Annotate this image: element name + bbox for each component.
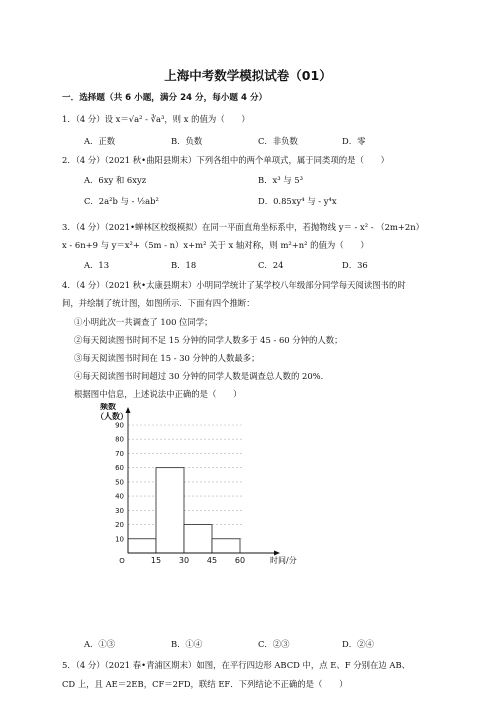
q4-statement-3: ③每天阅读图书时间在 15 - 30 分钟的人数最多； [74,353,260,363]
question-5-line-2: CD 上，且 AE＝2EB，CF＝2FD，联结 EF．下列结论不正确的是（ ） [62,679,348,689]
q1-option-a[interactable]: A．正数 [84,136,116,146]
y-tick-label: 50 [115,478,124,487]
q1-expression: x＝√a² - ∛a³ [115,114,165,124]
q3-option-a[interactable]: A．13 [84,260,110,270]
q2-option-a[interactable]: A．6xy 和 6xyz [84,175,147,185]
y-tick-label: 20 [115,521,124,530]
x-tick-label: 30 [178,556,190,565]
question-3-line-2: x - 6n+9 与 y＝x²+（5m - n）x+m² 关于 x 轴对称，则 m²+n² 的值为（ ） [62,240,369,250]
q1-text-b: ，则 x 的值为（ ） [164,114,250,124]
q3-option-b[interactable]: B．18 [171,260,197,270]
question-1 [62,114,250,125]
y-tick-label: 80 [115,435,124,444]
q4-option-a[interactable]: A．①③ [84,639,116,649]
q2-option-c[interactable]: C．2a²b 与 - ½ab² [84,196,159,206]
y-tick-label: 30 [115,506,124,515]
histogram-bar [184,525,212,553]
page-title: 上海中考数学模拟试卷（01） [164,68,332,83]
q1-option-d[interactable]: D．零 [342,136,366,146]
question-5-line-1: 5．（4 分）（2021 春•青浦区期末）如图，在平行四边形 ABCD 中，点 E、F 分别在边 AB、 [62,660,411,670]
y-axis-label: 频数 [100,403,116,411]
q4-statement-4: ④每天阅读图书时间超过 30 分钟的同学人数是调查总人数的 20%． [74,371,330,381]
q3-option-c[interactable]: C．24 [258,260,284,270]
section-heading: 一．选择题（共 6 小题，满分 24 分，每小题 4 分） [62,93,268,103]
q3-option-d[interactable]: D．36 [342,260,368,270]
y-tick-label: 60 [115,464,124,473]
origin-label: O [119,557,125,565]
question-3-line-1: 3．（4 分）（2021•蝉林区校级模拟）在同一平面直角坐标系中，若抛物线 y＝ - x² - （2m+2n） [62,222,424,232]
q4-option-c[interactable]: C．②③ [258,639,290,649]
q4-statement-1: ①小明此次一共调查了 100 位同学； [74,317,213,327]
q2-option-d[interactable]: D．0.85xy⁴ 与 - y⁴x [258,196,337,206]
question-4-line-2: 间，并绘制了统计图，如图所示．下面有四个推断： [62,298,255,308]
reading-time-histogram [82,403,302,608]
y-tick-label: 90 [115,421,124,430]
q4-option-b[interactable]: B．①④ [171,639,203,649]
x-tick-label: 15 [150,556,162,565]
x-axis-label: 时间/分 [270,556,297,565]
histogram-bar [212,539,240,553]
histogram-bar [128,539,156,553]
x-axis-arrow [274,551,280,556]
question-4-line-1: 4．（4 分）（2021 秋•太康县期末）小明同学统计了某学校八年级部分同学每天阅读图书的时 [62,280,406,290]
q1-option-c[interactable]: C．非负数 [258,136,298,146]
q1-text-a: 1．（4 分）设 [62,114,116,124]
x-tick-label: 60 [234,556,246,565]
q2-option-b[interactable]: B．x³ 与 5³ [258,175,303,185]
x-tick-label: 45 [206,556,218,565]
y-tick-label: 40 [115,492,124,501]
question-2: 2．（4 分）（2021 秋•曲阳县期末）下列各组中的两个单项式，属于同类项的是（ ） [62,155,389,165]
q1-option-b[interactable]: B．负数 [171,136,203,146]
y-tick-label: 10 [115,535,124,544]
histogram-bar [156,468,184,553]
q4-option-d[interactable]: D．②④ [342,639,374,649]
q4-question-ask: 根据图中信息，上述说法中正确的是（ ） [74,389,242,399]
y-tick-label: 70 [115,449,124,458]
q4-statement-2: ②每天阅读图书时间不足 15 分钟的同学人数多于 45 - 60 分钟的人数； [74,335,343,345]
y-axis-label-unit: （人数） [96,412,128,421]
